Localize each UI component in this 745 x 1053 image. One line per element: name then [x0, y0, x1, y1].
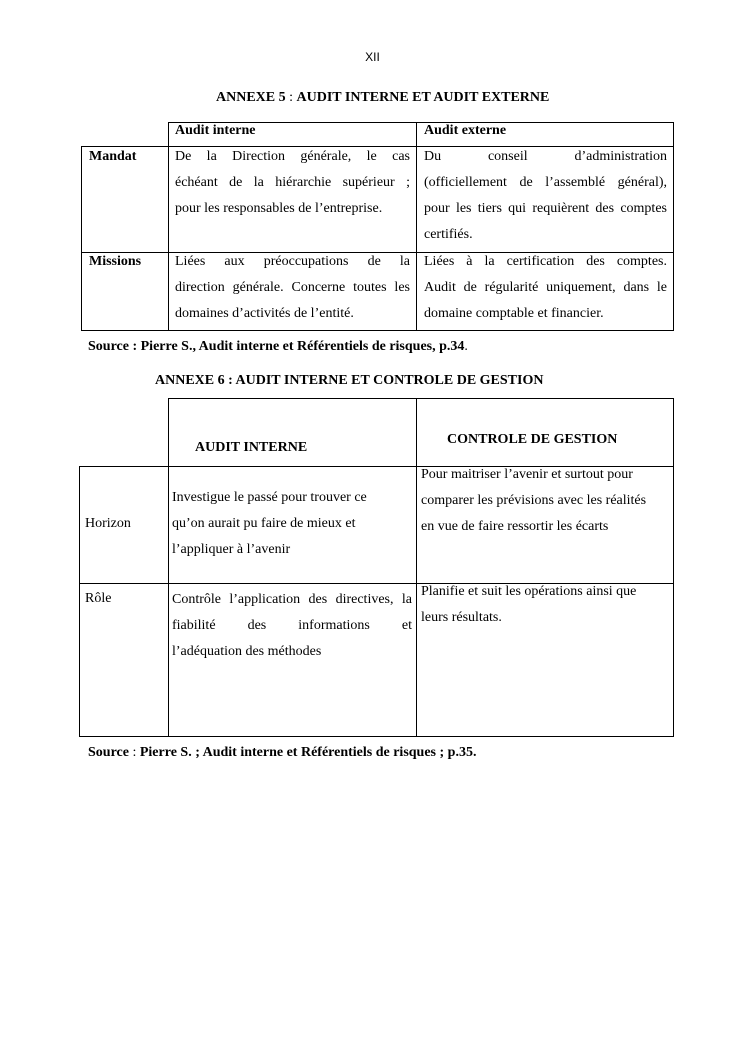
- text-line: qu’on aurait pu faire de mieux et: [172, 516, 356, 531]
- annexe5-missions-interne: [175, 249, 410, 327]
- annexe6-header-gestion: CONTROLE DE GESTION: [447, 432, 618, 447]
- annexe6-source-rest: Pierre S. ; Audit interne et Référentiels de risques ; p.35.: [139, 745, 477, 760]
- annexe6-horizon-gestion: [421, 462, 671, 540]
- annexe5-title-rest: AUDIT INTERNE ET AUDIT EXTERNE: [296, 90, 550, 105]
- annexe6-row-label-role: Rôle: [85, 591, 112, 606]
- annexe6-horizon-interne: [172, 485, 412, 563]
- annexe6-title: ANNEXE 6 : AUDIT INTERNE ET CONTROLE DE GESTION: [155, 373, 544, 388]
- page-number: XII: [365, 50, 380, 64]
- annexe5-mandat-interne: [175, 144, 410, 222]
- annexe5-row-label-missions: Missions: [89, 254, 142, 269]
- text-line: pour les responsables de l’entreprise.: [175, 201, 383, 216]
- text-line: comparer les prévisions avec les réalités: [421, 493, 647, 508]
- annexe5-title: [216, 90, 549, 106]
- text-line: direction générale. Concerne toutes les: [175, 280, 410, 295]
- annexe5-header-externe: Audit externe: [424, 123, 507, 138]
- annexe6-source-word: Source: [88, 745, 129, 760]
- text-line: De la Direction générale, le cas: [175, 149, 410, 164]
- annexe6-header-interne: AUDIT INTERNE: [195, 440, 308, 455]
- text-line: (officiellement de l’assemblé général),: [424, 175, 667, 190]
- annexe5-mandat-externe: [424, 144, 667, 248]
- text-line: certifiés.: [424, 227, 473, 242]
- text-line: leurs résultats.: [421, 610, 502, 625]
- text-line: fiabilité des informations et: [172, 618, 412, 633]
- text-line: Liées à la certification des comptes.: [424, 254, 667, 269]
- text-line: Investigue le passé pour trouver ce: [172, 490, 367, 505]
- annexe5-row-label-mandat: Mandat: [89, 149, 137, 164]
- annexe5-title-sep: :: [285, 90, 297, 105]
- annexe5-source-label: Source : Pierre S., Audit interne et Référentiels de risques, p.34: [88, 339, 465, 354]
- text-line: Du conseil d’administration: [424, 149, 667, 164]
- annexe5-header-interne: Audit interne: [175, 123, 256, 138]
- annexe5-source-end: .: [464, 339, 468, 354]
- text-line: en vue de faire ressortir les écarts: [421, 519, 609, 534]
- text-line: domaine comptable et financier.: [424, 306, 604, 321]
- annexe6-role-gestion: [421, 579, 671, 631]
- annexe6-source: [88, 745, 476, 761]
- annexe5-title-prefix: ANNEXE 5: [216, 90, 286, 105]
- text-line: domaines d’activités de l’entité.: [175, 306, 354, 321]
- text-line: l’appliquer à l’avenir: [172, 542, 291, 557]
- text-line: échéant de la hiérarchie supérieur ;: [175, 175, 410, 190]
- annexe6-row-label-horizon: Horizon: [85, 516, 131, 531]
- text-line: Liées aux préoccupations de la: [175, 254, 410, 269]
- annexe5-source: [88, 339, 468, 355]
- text-line: Audit de régularité uniquement, dans le: [424, 280, 667, 295]
- text-line: Pour maitriser l’avenir et surtout pour: [421, 467, 633, 482]
- text-line: l’adéquation des méthodes: [172, 644, 322, 659]
- text-line: Contrôle l’application des directives, la: [172, 592, 412, 607]
- text-line: Planifie et suit les opérations ainsi que: [421, 584, 637, 599]
- text-line: pour les tiers qui requièrent des comptes: [424, 201, 667, 216]
- annexe6-source-sep: :: [128, 745, 140, 760]
- annexe6-role-interne: [172, 587, 412, 665]
- annexe5-missions-externe: [424, 249, 667, 327]
